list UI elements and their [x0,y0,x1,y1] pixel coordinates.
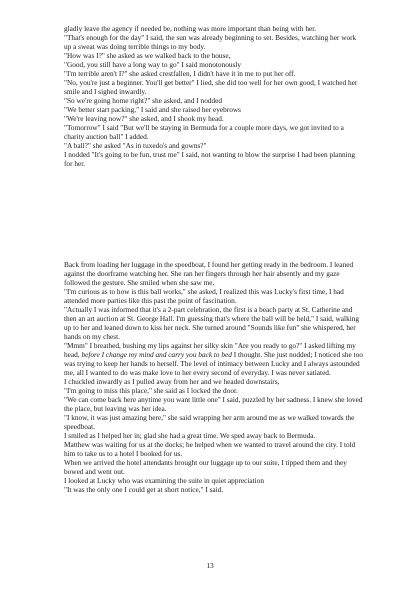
paragraph: I looked at Lucky who was examining the suite in quiet appreciation [64,476,265,485]
paragraph: "We better start packing," I said and she raised her eyebrows [64,105,241,114]
paragraph: "How was I?" she asked as we walked back to the house, [64,51,231,60]
paragraph: I smiled as I helped her in; glad she had a great time. We sped away back to Bermuda. [64,431,316,440]
paragraph: "No, you're just a beginner. You'll get better" I lied, she did too well for her own good, I watched her smile and I sighed inwardly. [64,78,358,96]
text-section-2 [64,260,364,494]
paragraph: Back from loading her luggage in the speedboat, I found her getting ready in the bedroom. I leaned against the doorframe watching her. She ran her fingers through her hair absently and my gaze followed the gesture. She smiled when she saw me, [64,260,354,287]
paragraph: "I know, it was just amazing here," she said wrapping her arm around me as we walked towards the speedboat. [64,413,355,431]
paragraph: "I'm terrible aren't I?" she asked crestfallen, I didn't have it in me to put her off. [64,69,296,78]
paragraph: I nodded "It's going to be fun, trust me" I said, not wanting to blow the surprise I had been planning for her. [64,150,355,168]
paragraph-text: "Mmm" I breathed, bushing my lips against her silky skin "Are you ready to go?" I asked lifting my head, [64,341,356,359]
paragraph: "So we're going home right?" she asked, and I nodded [64,96,223,105]
text-section-1 [64,24,364,168]
paragraph: "It was the only one I could get at short notice," I said. [64,485,224,494]
paragraph [64,341,364,377]
paragraph: Matthew was waiting for us at the docks; he helped when we wanted to travel around the city. I told him to take us to a hotel I booked for us. [64,440,356,458]
paragraph: "That's enough for the day" I said, the sun was already beginning to set. Besides, watching her work up a sweat was doing terrible things to my body. [64,33,357,51]
paragraph: "Good, you still have a long way to go" I said monotonously [64,60,242,69]
paragraph: gladly leave the agency if needed be, nothing was more important than being with her. [64,24,317,33]
paragraph: "We can come back here anytime you want little one" I said, puzzled by her sadness. I knew she loved the place, but leaving was her idea. [64,395,363,413]
paragraph: "I'm curious as to how is this ball works," she asked, I realized this was Lucky's first time, I had attended more parties like this past the point of fascination. [64,287,344,305]
paragraph: "We're leaving now?" she asked, and I shook my head. [64,114,224,123]
paragraph: "I'm going to miss this place," she said as I locked the door. [64,386,238,395]
page-number: 13 [206,561,214,570]
paragraph: When we arrived the hotel attendants brought our luggage up to our suite, I tipped them and they bowed and went out. [64,458,347,476]
paragraph: "Actually I was informed that it's a 2-part celebration, the first is a beach party at St. Catherine and then an art auction at St. George Hall. I'm guessing that's where the ball will be held," I said, walking up to her and leaned down to kiss her neck. She turned around "Sounds like fun" she whispered, her hands on my chest. [64,305,360,341]
paragraph: I chuckled inwardly as I pulled away from her and we headed downstairs, [64,377,280,386]
paragraph-text: I thought. She just nodded; I noticed she too was trying to keep her hands to herself. The level of intimacy between Lucky and I always astounded me, all I wanted to do was make love to her every second of everyday. I was never satiated. [64,350,363,377]
paragraph: "Tomorrow" I said "But we'll be staying in Bermuda for a couple more days, we got invited to a charity auction ball" I added. [64,123,344,141]
italic-thought: before I change my mind and carry you back to bed [81,350,232,359]
paragraph: "A ball?" she asked "As in tuxedo's and gowns?" [64,141,207,150]
